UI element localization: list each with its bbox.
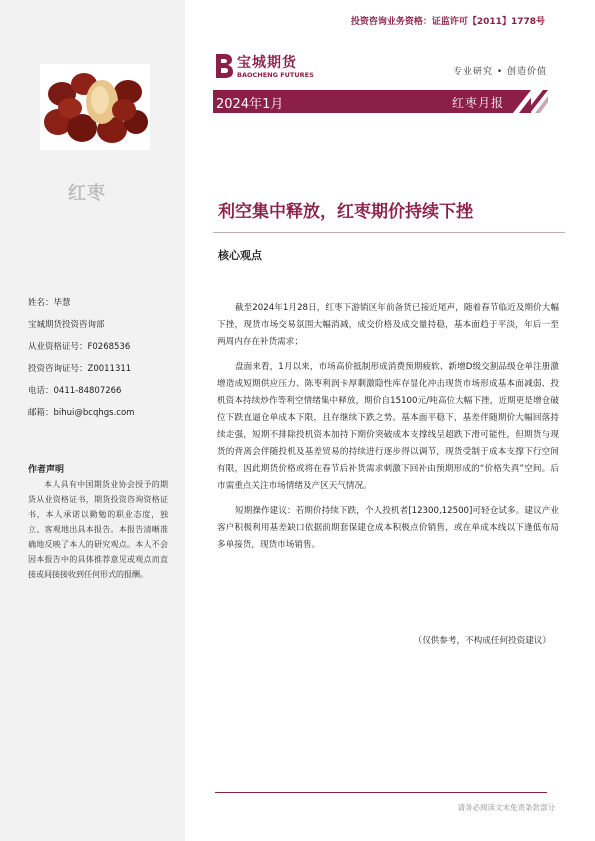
red-dates-photo [40, 64, 150, 150]
disclaimer-note: （仅供参考，不构成任何投资建议） [413, 636, 551, 646]
footer-text: 请务必阅读文末免责条款部分 [457, 803, 555, 812]
paragraph: 短期操作建议：若期价持续下跌，个人投机者[12300,12500]可轻仓试多。建议产业客户积极利用基差缺口依据前期套保建仓成本积极点价销售，或在单成本线以下逢低布局多单接货，现货市场销售。 [217, 506, 559, 550]
headline: 利空集中释放，红枣期价持续下挫 [218, 202, 473, 222]
author-contact [28, 297, 180, 429]
consulting-number: 投资咨询证号：Z0011311 [28, 364, 132, 374]
author-statement-title: 作者声明 [28, 465, 65, 475]
section-title: 核心观点 [218, 249, 262, 262]
core-views [217, 300, 559, 562]
paragraph: 截至2024年1月28日，红枣下游销区年前备货已接近尾声，随着春节临近及期价大幅下挫，现货市场交易氛围大幅消减，成交价格及成交量持稳，基本面趋于平淡，年后一至两周内存在补货需求； [217, 303, 559, 347]
sidebar-title: 红枣 [68, 183, 106, 204]
author-statement: 本人具有中国期货业协会授予的期货从业资格证书，期货投资咨询资格证书，本人承诺以勤勉的职业态度，独立、客观地出具本报告。本报告清晰准确地反映了本人的研究观点。本人不会因本报告中的具体推荐意见或观点而直接或间接接收到任何形式的报酬。 [28, 480, 168, 579]
logo-english-name: BAOCHENG FUTURES [237, 71, 314, 79]
slogan: 专业研究 • 创造价值 [452, 67, 547, 77]
sidebar [0, 0, 185, 841]
qualification-number: 从业资格证号：F0268536 [28, 342, 131, 352]
logo-mark-icon [213, 52, 235, 80]
logo-chinese-name: 宝城期货 [237, 55, 297, 71]
report-type: 红枣月报 [452, 96, 505, 110]
paragraph: 盘面来看，1月以来，市场高价抵制形成消费预期疲软、新增D级交割品级仓单注册激增造成短期供应压力、陈枣利润卡厚剩激隐性库存显化冲击现货市场形成基本面减弱、投机资本持续炒作等利空情绪集中释放，期价自15100元/吨高位大幅下挫，近期更是增仓破位下跌直逼仓单成本下限，且存继续下跌之势。基本面平稳下，基差伴随期价大幅回落持续走强，短期不排除投机资本加持下期价突破成本支撑线呈超跌下滑可能性，但期货与现货的背离会伴随投机及基差贸易的持续进行逐步得以调节，现货受制于成本支撑下行空间有限，因此期货价格或将在春节后补货需求刺激下回补由预期形成的“价格失真”空间。后市需重点关注市场情绪及产区天气情况。 [217, 362, 559, 491]
license-text: 投资咨询业务资格：证监许可【2011】1778号 [350, 17, 545, 27]
phone: 电话：0411-84807266 [28, 386, 122, 396]
footer-divider [215, 792, 547, 793]
email: 邮箱：bihui@bcqhgs.com [28, 408, 135, 418]
headline-divider [213, 232, 565, 233]
author-department: 宝城期货投资咨询部 [28, 320, 105, 330]
company-logo [213, 52, 323, 82]
author-name: 姓名：毕慧 [28, 298, 71, 308]
report-date: 2024年1月 [216, 97, 284, 112]
